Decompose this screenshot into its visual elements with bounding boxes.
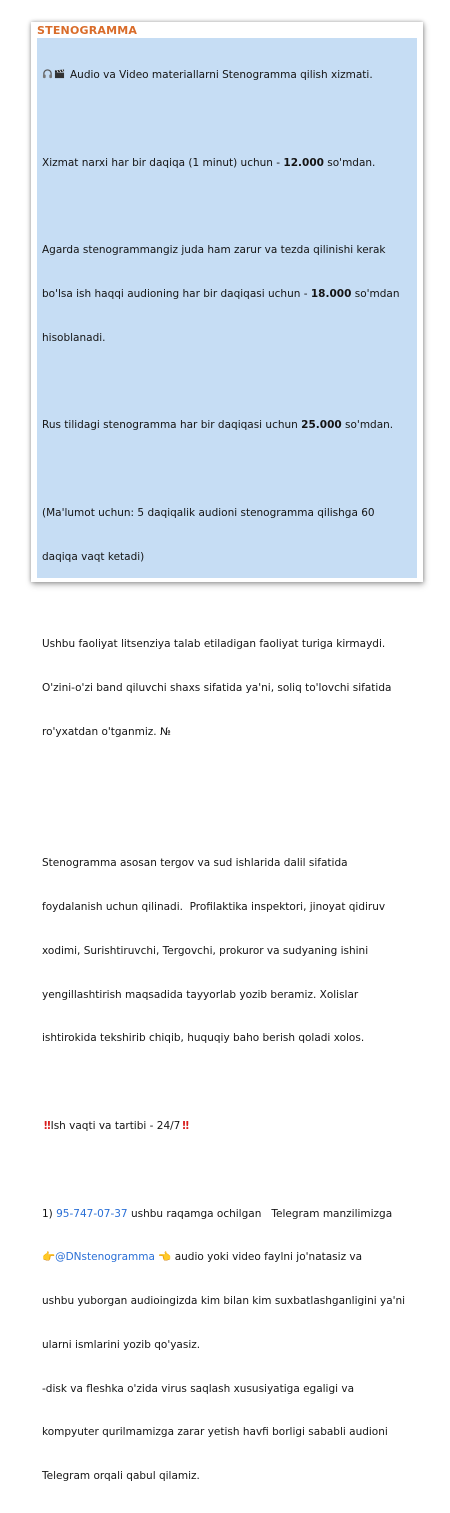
blank-line [42,462,412,477]
license-line-2: O'zini-o'zi band qiluvchi shaxs sifatida ya'ni, soliq to'lovchi sifatida [42,682,392,695]
russian-price-line [42,418,412,433]
hours-line [42,1119,412,1134]
blank-line [42,769,412,784]
basis-line-1: Stenogramma asosan tergov va sud ishlarida dalil sifatida [42,857,348,870]
double-exclamation-icon: ‼ [182,1119,187,1132]
urgent-line-3: hisoblanadi. [42,331,106,344]
price-currency: so'mdan. [323,156,376,169]
blank-line [42,1163,412,1178]
urgent-line-2 [42,287,412,302]
urgent-line-1: Agarda stenogrammangiz juda ham zarur va tezda qilinishi kerak [42,244,386,257]
message-card [31,22,423,1483]
phone-link[interactable]: 95-747-07-37 [56,1207,128,1220]
message-bubble [37,38,417,1483]
price-text: Xizmat narxi har bir daqiqa (1 minut) uchun - [42,156,284,169]
license-line-1: Ushbu faoliyat litsenziya talab etiladigan faoliyat turiga kirmaydi. [42,638,386,651]
basis-line-4: yengillashtirish maqsadida tayyorlab yozib beramiz. Xolislar [42,988,359,1001]
blank-line [42,1075,412,1090]
urgent-text: bo'lsa ish haqqi audioning har bir daqiqasi uchun - [42,288,311,301]
step1-text: audio yoki video faylni jo'natasiz va [171,1251,363,1264]
username-link[interactable]: @DNstenogramma [55,1251,155,1264]
step-number: 1) [42,1207,57,1220]
step1-line-3: ushbu yuborgan audioingizda kim bilan kim suxbatlashganligini ya'ni [42,1295,406,1308]
blank-line [42,812,412,827]
headphones-icon [42,69,53,79]
russian-currency: so'mdan. [341,419,394,432]
blank-line [42,112,412,127]
pointing-right-hand-icon: 👉 [42,1251,56,1264]
sender-name[interactable]: STENOGRAMMA [37,24,138,37]
clapper-board-icon [54,69,65,79]
disk-line-3: Telegram orqali qabul qilamiz. [42,1470,200,1483]
disk-line-2: kompyuter qurilmamizga zarar yetish havfi borligi sababli audioni [42,1426,388,1439]
disk-line-1: -disk va fleshka o'zida virus saqlash xususiyatiga egaligi va [42,1382,355,1395]
step1-line-1 [42,1207,412,1222]
basis-line-3: xodimi, Surishtiruvchi, Tergovchi, prokuror va sudyaning ishini [42,944,369,957]
step1-line-2 [42,1250,412,1265]
info-line-1: (Ma'lumot uchun: 5 daqiqalik audioni stenogramma qilishga 60 [42,507,375,519]
info-line-2: daqiqa vaqt ketadi) [42,550,145,563]
blank-line [42,594,412,609]
blank-line [42,375,412,390]
intro-line [42,68,412,83]
russian-value: 25.000 [301,419,342,432]
urgent-value: 18.000 [310,288,352,301]
urgent-currency: so'mdan [351,288,400,301]
step1-text: ushbu raqamga ochilgan Telegram manzilimizga [127,1207,393,1220]
basis-line-5: ishtirokida tekshirib chiqib, huquqiy baho berish qoladi xolos. [42,1032,365,1045]
russian-text: Rus tilidagi stenogramma har bir daqiqasi uchun [42,419,302,432]
price-line [42,156,412,171]
intro-text: Audio va Video materiallarni Stenogramma qilish xizmati. [70,69,373,82]
step1-line-4: ularni ismlarini yozib qo'yasiz. [42,1338,201,1351]
pointing-left-hand-icon: 👈 [158,1251,172,1264]
blank-line [42,200,412,215]
price-value: 12.000 [283,156,324,169]
license-line-3: ro'yxatdan o'tganmiz. № [42,725,171,738]
basis-line-2: foydalanish uchun qilinadi. Profilaktika inspektori, jinoyat qidiruv [42,901,386,914]
double-exclamation-icon: ‼ [44,1119,49,1132]
hours-text: Ish vaqti va tartibi - 24/7 [50,1119,181,1132]
media-icons [42,68,66,83]
